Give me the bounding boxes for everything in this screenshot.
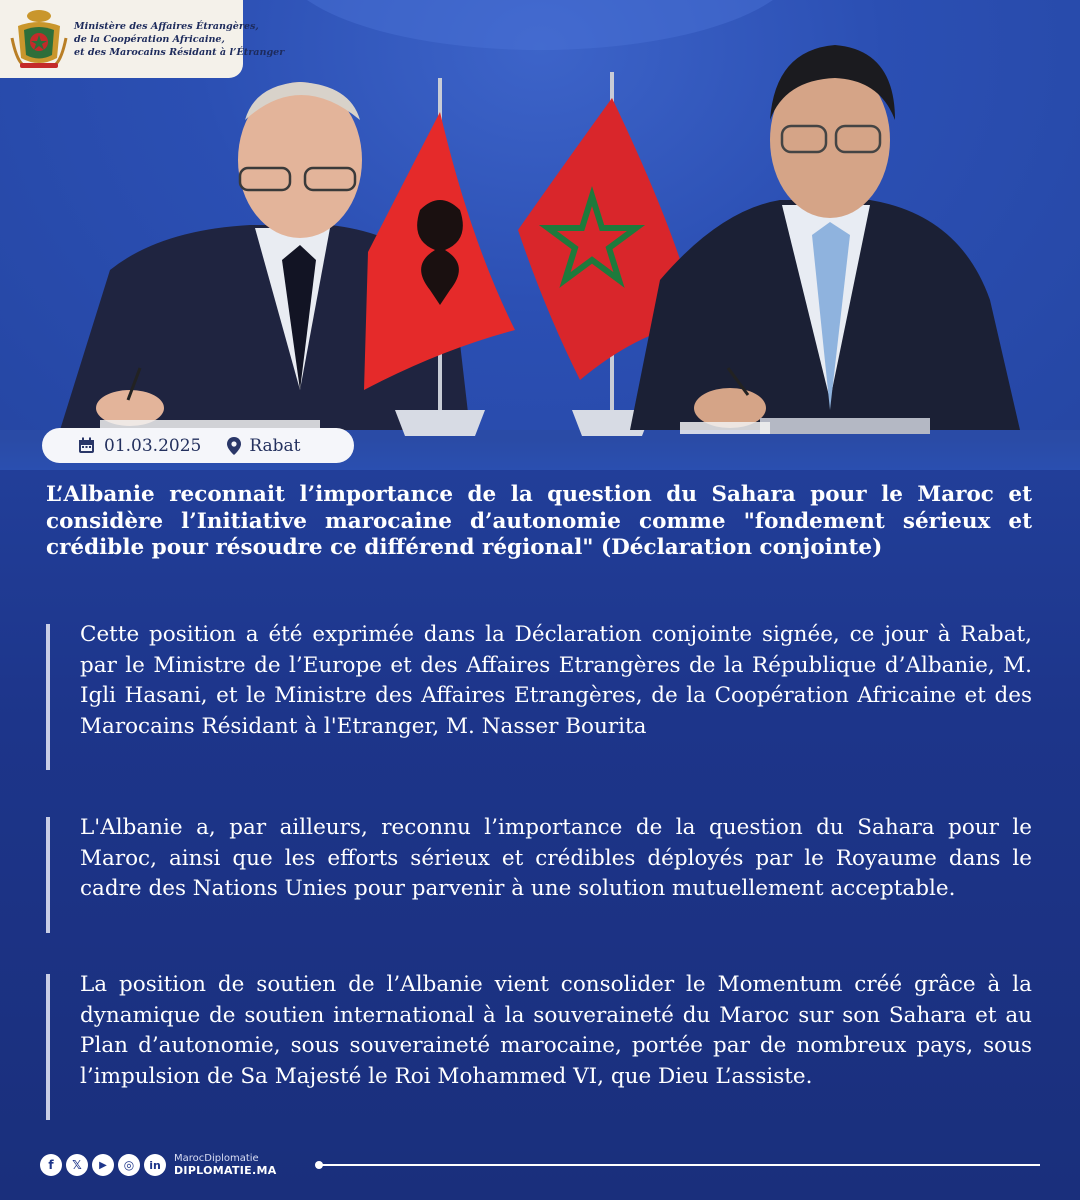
location-text: Rabat [249, 435, 301, 456]
ministry-line-1: Ministère des Affaires Étrangères, [74, 20, 259, 32]
paragraph-3: La position de soutien de l’Albanie vient consolider le Momentum créé grâce à la dynamique de soutien international à la souveraineté du Maroc sur son Sahara et au Plan d’autonomie, sous souveraineté marocaine, portée par de nombreux pays, sous l’impulsion de Sa Majesté le Roi Mohammed VI, que Dieu L’assiste. [80, 972, 1032, 1089]
paragraph-1: Cette position a été exprimée dans la Déclaration conjointe signée, ce jour à Rabat, par le Ministre de l’Europe et des Affaires Etrangères de la République d’Albanie, M. Igli Hasani, et le Ministre des Affaires Etrangères, de la Coopération Africaine et des Marocains Résidant à l'Etranger, M. Nasser Bourita [80, 622, 1032, 739]
paragraph-block-1 [46, 620, 1032, 742]
coat-of-arms-icon [10, 8, 68, 70]
brand-site[interactable]: DIPLOMATIE.MA [174, 1164, 277, 1177]
date-location-pill [42, 428, 354, 463]
paragraph-block-2 [46, 813, 1032, 905]
calendar-icon [78, 437, 95, 454]
ministry-line-3: et des Marocains Résidant à l’Étranger [74, 46, 285, 58]
youtube-icon[interactable]: ▶ [92, 1154, 114, 1176]
paragraph-block-3 [46, 970, 1032, 1092]
quote-bar [46, 817, 50, 933]
date-text: 01.03.2025 [104, 435, 202, 456]
facebook-icon[interactable]: f [40, 1154, 62, 1176]
paragraph-2: L'Albanie a, par ailleurs, reconnu l’importance de la question du Sahara pour le Maroc, ainsi que les efforts sérieux et crédibles déployés par le Royaume dans le cadre des Nations Unies pour parvenir à une solution mutuellement acceptable. [80, 815, 1032, 901]
ministry-line-2: de la Coopération Africaine, [74, 33, 225, 45]
brand-handle: MarocDiplomatie [174, 1153, 259, 1164]
quote-bar [46, 624, 50, 770]
instagram-icon[interactable]: ◎ [118, 1154, 140, 1176]
brand [174, 1153, 277, 1177]
ministry-logo [0, 0, 285, 78]
quote-bar [46, 974, 50, 1120]
linkedin-icon[interactable]: in [144, 1154, 166, 1176]
footer [40, 1148, 277, 1182]
location-pin-icon [227, 437, 241, 455]
x-icon[interactable]: 𝕏 [66, 1154, 88, 1176]
right-signatory [630, 45, 1020, 434]
footer-divider [318, 1164, 1040, 1166]
headline: L’Albanie reconnait l’importance de la question du Sahara pour le Maroc et considère l’Initiative marocaine d’autonomie comme "fondement sérieux et crédible pour résoudre ce différend régional" (Déclaration conjointe) [46, 482, 1032, 560]
